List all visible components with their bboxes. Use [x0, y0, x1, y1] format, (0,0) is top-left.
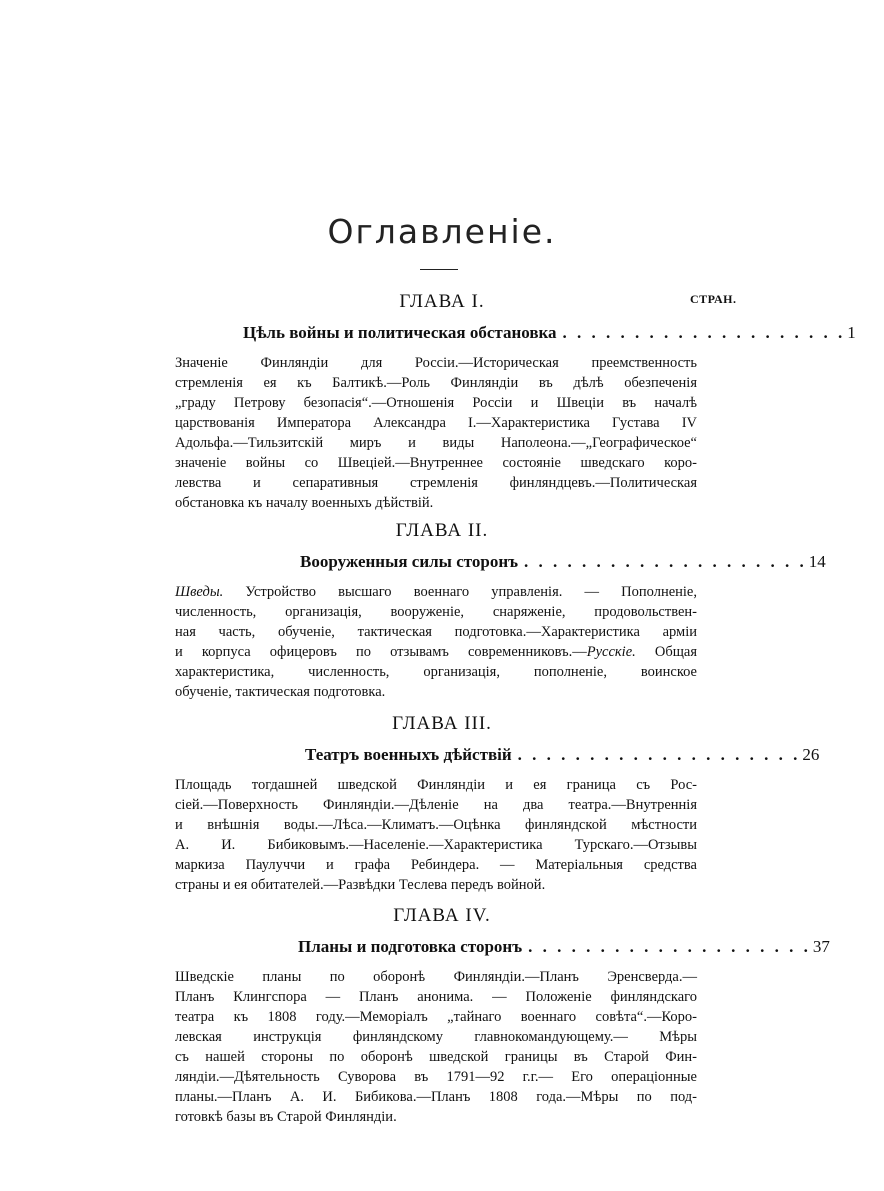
chapter-heading: ГЛАВА IV.: [393, 905, 491, 926]
summary-line: ляндіи.—Дѣятельность Суворова въ 1791—92 г.г.— Его операціонные: [175, 1069, 697, 1085]
chapter-heading: ГЛАВА III.: [392, 713, 492, 734]
toc-entry[interactable]: [305, 745, 820, 769]
summary-line: и внѣшнія воды.—Лѣса.—Климатъ.—Оцѣнка финляндской мѣстности: [175, 817, 697, 833]
summary-line: сіей.—Поверхность Финляндіи.—Дѣленіе на два театра.—Внутреннія: [175, 797, 697, 813]
chapter-summary: [175, 582, 697, 702]
entry-title: Планы и подготовка сторонъ: [298, 937, 523, 956]
summary-line: царствованія Императора Александра I.—Характеристика Густава IV: [175, 415, 697, 431]
entry-title: Театръ военныхъ дѣйствій: [305, 745, 512, 764]
dot-leader: . . . . . . . . . . . . . . . . . . . .: [524, 552, 807, 571]
page-title: Оглавленіе.: [327, 212, 557, 251]
page-column-label: СТРАН.: [690, 292, 737, 306]
section-label: Шведы.: [175, 584, 224, 600]
summary-line: Планъ Клингспора — Планъ анонима. — Положеніе финляндскаго: [175, 989, 697, 1005]
toc-entry[interactable]: [300, 552, 826, 576]
summary-line: левская инструкція финляндскому главнокомандующему.— Мѣры: [175, 1029, 697, 1045]
dot-leader: . . . . . . . . . . . . . . . . . . . .: [528, 937, 811, 956]
summary-line: левства и сепаративныя стремленія финляндцевъ.—Политическая: [175, 475, 697, 491]
chapter-summary: [175, 967, 697, 1127]
summary-line: маркиза Паулуччи и графа Ребиндера. — Матеріальныя средства: [175, 857, 697, 873]
summary-line: стремленія ея къ Балтикѣ.—Роль Финляндіи въ дѣлѣ обезпеченія: [175, 375, 697, 391]
summary-line: театра къ 1808 году.—Меморіалъ „тайнаго военнаго совѣта“.—Коро-: [175, 1009, 697, 1025]
summary-text: Общая: [635, 644, 697, 660]
page-number: 1: [847, 323, 856, 342]
summary-line: планы.—Планъ А. И. Бибикова.—Планъ 1808 года.—Мѣры по под-: [175, 1089, 697, 1105]
summary-text: Устройство высшаго военнаго управленія. — Пополненіе,: [223, 584, 697, 600]
summary-line: А. И. Бибиковымъ.—Населеніе.—Характеристика Турскаго.—Отзывы: [175, 837, 697, 853]
summary-line: Площадь тогдашней шведской Финляндіи и ея граница съ Рос-: [175, 777, 697, 793]
summary-line: обстановка къ началу военныхъ дѣйствій.: [175, 495, 434, 511]
page-number: 14: [808, 552, 826, 571]
summary-line: обученіе, тактическая подготовка.: [175, 684, 386, 700]
chapter-heading: ГЛАВА II.: [395, 520, 489, 541]
dot-leader: . . . . . . . . . . . . . . . . . . . .: [562, 323, 846, 342]
toc-entry[interactable]: [243, 323, 856, 347]
chapter-summary: [175, 353, 697, 513]
summary-line: ная часть, обученіе, тактическая подготовка.—Характеристика арміи: [175, 624, 697, 640]
summary-line: численность, организація, вооруженіе, снаряженіе, продовольствен-: [175, 604, 697, 620]
summary-line: готовкѣ базы въ Старой Финляндіи.: [175, 1109, 397, 1125]
summary-line: [175, 582, 697, 602]
summary-line: значеніе войны со Швеціей.—Внутреннее состояніе шведскаго коро-: [175, 455, 697, 471]
summary-line: Значеніе Финляндіи для Россіи.—Историческая преемственность: [175, 355, 697, 371]
summary-line: Шведскіе планы по оборонѣ Финляндіи.—Планъ Эренсверда.—: [175, 969, 697, 985]
summary-line: съ нашей стороны по оборонѣ шведской границы въ Старой Фин-: [175, 1049, 697, 1065]
summary-line: страны и ея обитателей.—Развѣдки Теслева передъ войной.: [175, 877, 546, 893]
page-number: 37: [812, 937, 830, 956]
summary-line: характеристика, численность, организація, пополненіе, воинское: [175, 664, 697, 680]
title-rule: [420, 269, 458, 270]
toc-entry[interactable]: [298, 937, 830, 961]
dot-leader: . . . . . . . . . . . . . . . . . . . .: [517, 745, 801, 764]
summary-text: и корпуса офицеровъ по отзывамъ современниковъ.—: [175, 644, 587, 660]
summary-line: [175, 642, 697, 662]
section-label: Русскіе.: [586, 644, 636, 660]
page-number: 26: [802, 745, 820, 764]
summary-line: „граду Петрову безопасія“.—Отношенія Россіи и Швеціи въ началѣ: [175, 395, 697, 411]
chapter-summary: [175, 775, 697, 895]
entry-title: Вооруженныя силы сторонъ: [300, 552, 519, 571]
chapter-heading: ГЛАВА I.: [399, 291, 485, 312]
entry-title: Цѣль войны и политическая обстановка: [243, 323, 557, 342]
summary-line: Адольфа.—Тильзитскій миръ и виды Наполеона.—„Географическое“: [175, 435, 697, 451]
